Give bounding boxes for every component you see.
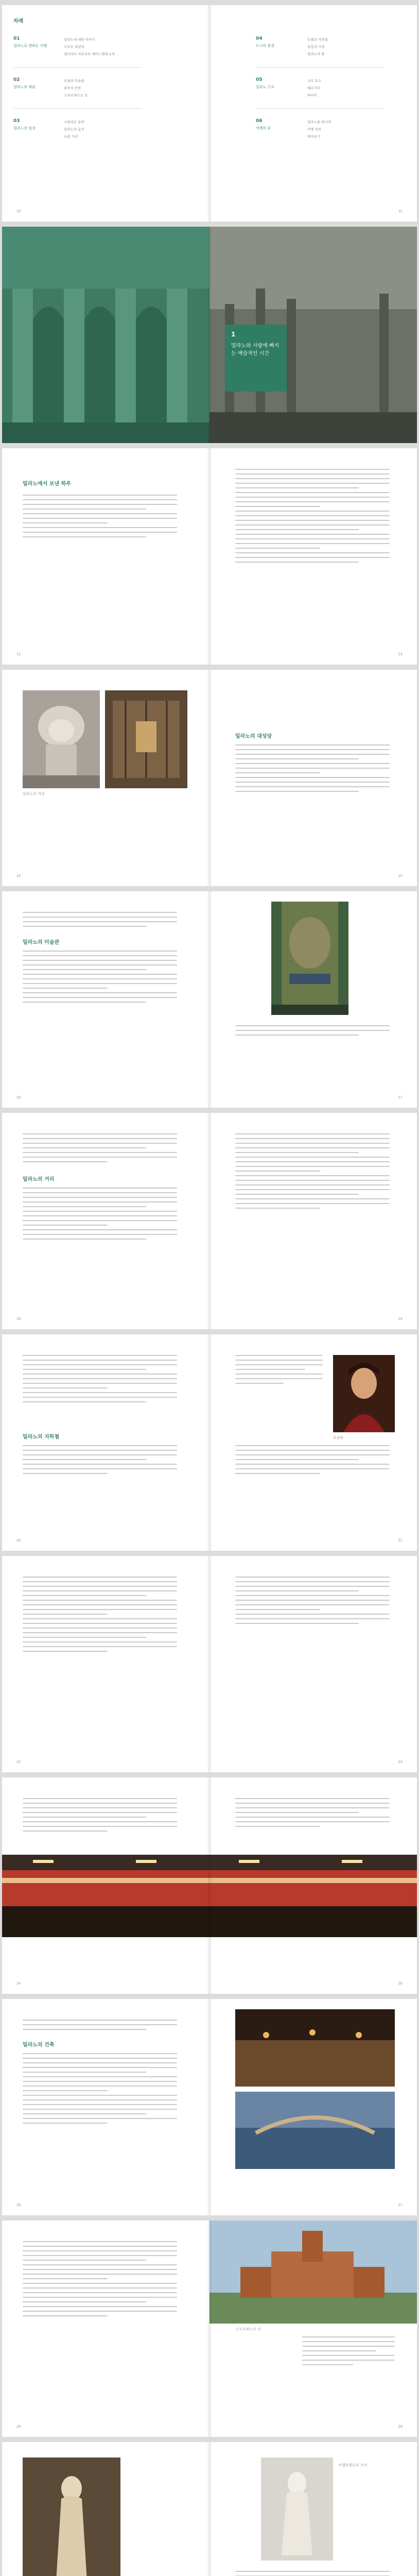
chapter-number: 1 (231, 331, 236, 338)
body-text (23, 2020, 177, 2033)
body-text (235, 1025, 390, 1039)
chapter-title-box (225, 325, 287, 392)
text-spread (2, 1113, 417, 1329)
folio: 22 (16, 1760, 21, 1764)
metro-spread (2, 1777, 417, 1994)
sculpture-right-page (210, 2442, 417, 2576)
chapter-right-page (210, 227, 417, 443)
toc-entry[interactable]: 최후의 만찬 (64, 86, 81, 90)
body-text (23, 912, 177, 930)
folio: 15 (398, 874, 403, 878)
toc-entry[interactable]: 파비아 (307, 93, 317, 97)
interior-photo (105, 690, 187, 788)
toc-title-1: 밀라노로 향하는 여행 (13, 44, 47, 48)
architecture-left-page (2, 1999, 210, 2215)
gutter-shadow (207, 5, 212, 222)
body-text (235, 1133, 390, 1212)
section-heading: 밀라노의 건축 (23, 2042, 55, 2048)
toc-num-1: 01 (13, 36, 20, 41)
portrait-painting-photo (333, 1355, 395, 1432)
statue-right-page (210, 670, 417, 886)
photo-caption: 스포르체스코 성 (235, 2327, 261, 2331)
toc-entry[interactable]: 밀라노의 음식 (64, 127, 84, 131)
folio: 18 (16, 1317, 21, 1321)
body-text (235, 744, 390, 795)
toc-num-6: 06 (256, 118, 263, 124)
text-spread-2 (2, 1556, 417, 1772)
folio: 14 (16, 874, 21, 878)
body-text (23, 951, 177, 1006)
folio: 12 (16, 653, 21, 656)
castle-left-page (2, 2221, 210, 2437)
text-left-page (2, 1113, 210, 1329)
gutter-shadow (207, 1334, 212, 1551)
body-text (23, 1355, 177, 1406)
toc-entry[interactable]: 베르가모 (307, 86, 321, 90)
toc-entry[interactable]: 코모 호수 (307, 79, 322, 83)
sculpture-left-page (2, 2442, 210, 2576)
body-text (235, 2571, 390, 2576)
advertisement-building-photo (271, 902, 348, 1015)
toc-num-5: 05 (256, 77, 263, 82)
folio: 24 (16, 1982, 21, 1986)
folio: 23 (398, 1760, 403, 1764)
architecture-spread (2, 1999, 417, 2215)
body-text (23, 1577, 177, 1655)
statue-left-page (2, 670, 210, 886)
portrait-spread (2, 1334, 417, 1551)
gutter-shadow (207, 2221, 212, 2437)
folio: 25 (398, 1982, 403, 1986)
folio: 21 (398, 1539, 403, 1543)
toc-title-2: 밀라노의 예술 (13, 85, 36, 89)
toc-entry[interactable]: 밀라노의 밤 (307, 52, 325, 56)
toc-num-4: 04 (256, 36, 263, 41)
folio: 28 (16, 2425, 21, 2429)
toc-entry[interactable]: 나빌리오 운하 (64, 120, 84, 124)
photo-caption: 미켈란젤로의 조각 (338, 2463, 368, 2467)
castle-spread (2, 2221, 417, 2437)
toc-entry[interactable]: 광장과 거리 (307, 45, 325, 49)
gutter-shadow (207, 448, 212, 665)
section-heading: 밀라노의 지하철 (23, 1434, 60, 1440)
folio: 20 (16, 1539, 21, 1543)
castle-photo (210, 2221, 417, 2324)
toc-left-page (2, 5, 210, 222)
toc-title-5: 밀라노 근교 (256, 85, 275, 89)
folio: 26 (16, 2204, 21, 2207)
toc-entry[interactable]: 브레라 미술관 (64, 79, 84, 83)
gutter-shadow (207, 1113, 212, 1329)
section-heading: 밀라노에서 보낸 하루 (23, 481, 71, 487)
section-heading: 밀라노의 거리 (23, 1177, 55, 1182)
lion-statue-photo (23, 690, 100, 788)
body-text (235, 1577, 390, 1628)
gutter-shadow (207, 1556, 212, 1772)
toc-entry[interactable]: 여행 정보 (307, 127, 322, 131)
body-text (302, 2336, 395, 2369)
body-text (235, 1798, 390, 1831)
toc-num-3: 03 (13, 118, 20, 124)
folio: 19 (398, 1317, 403, 1321)
sculpture2-photo (261, 2458, 333, 2561)
toc-right-page (210, 5, 417, 222)
toc-divider (256, 108, 385, 109)
photo-caption: 밀라노의 석상 (23, 792, 45, 796)
toc-label: 차례 (13, 19, 24, 24)
gallery-spread (2, 891, 417, 1108)
gutter-shadow (207, 1999, 212, 2215)
folio: 10 (16, 210, 21, 213)
gutter-shadow (207, 891, 212, 1108)
gutter-shadow (207, 670, 212, 886)
section-heading: 밀라노의 대성당 (235, 734, 272, 739)
body-text (235, 1445, 390, 1478)
intro-left-page (2, 448, 210, 665)
gallery-right-page (210, 891, 417, 1108)
toc-entry[interactable]: 갤러리아 비토리오 에마누엘레 2세 (64, 52, 115, 56)
canal-bridge-photo (235, 2092, 395, 2169)
chapter-title: 밀라노와 사랑에 빠지는 예술적인 시간 (231, 343, 280, 357)
toc-entry[interactable]: 트램과 지하철 (307, 38, 328, 42)
chapter-opener-spread (2, 227, 417, 443)
green-arcade-photo (2, 227, 210, 443)
toc-entry[interactable]: 찾아보기 (307, 134, 321, 139)
text-right-page-2 (210, 1556, 417, 1772)
text-left-page-2 (2, 1556, 210, 1772)
intro-right-page (210, 448, 417, 665)
toc-spread (2, 5, 417, 222)
text-right-page (210, 1113, 417, 1329)
body-text (23, 1188, 177, 1243)
sculpture-photo (23, 2458, 120, 2576)
sculpture-spread (2, 2442, 417, 2576)
gutter-shadow (207, 2442, 212, 2576)
chapter-left-page (2, 227, 210, 443)
toc-entry[interactable]: 밀라노에 대한 이야기 (64, 38, 95, 42)
gutter-shadow (207, 227, 212, 443)
toc-entry[interactable]: 쇼핑 거리 (64, 134, 78, 139)
toc-divider (13, 108, 142, 109)
body-text (23, 1798, 177, 1835)
body-text (23, 2053, 177, 2127)
intro-spread (2, 448, 417, 665)
body-text (23, 2241, 177, 2320)
body-text (23, 1445, 177, 1478)
toc-entry[interactable]: 두오모 대성당 (64, 45, 84, 49)
toc-title-3: 밀라노의 일상 (13, 126, 36, 130)
folio: 17 (398, 1096, 403, 1099)
portrait-right-page (210, 1334, 417, 1551)
castle-right-page (210, 2221, 417, 2437)
toc-title-6: 여행의 끝 (256, 126, 271, 130)
photo-caption: 초상화 (333, 1436, 344, 1440)
folio: 29 (398, 2425, 403, 2429)
night-street-photo (235, 2009, 395, 2087)
body-text (235, 469, 390, 566)
gallery-left-page (2, 891, 210, 1108)
architecture-right-page (210, 1999, 417, 2215)
statue-spread (2, 670, 417, 886)
gutter-shadow (207, 1777, 212, 1994)
toc-title-4: 도시의 풍경 (256, 44, 275, 48)
portrait-left-page (2, 1334, 210, 1551)
folio: 16 (16, 1096, 21, 1099)
toc-num-2: 02 (13, 77, 20, 82)
section-heading: 밀라노의 미술관 (23, 940, 60, 945)
body-text (23, 1133, 177, 1166)
folio: 11 (398, 210, 403, 213)
folio: 13 (398, 653, 403, 656)
body-text (23, 495, 177, 541)
folio: 27 (398, 2204, 403, 2207)
toc-entry[interactable]: 밀라노를 떠나며 (307, 120, 331, 124)
toc-entry[interactable]: 스포르체스코 성 (64, 93, 88, 97)
body-text (235, 1355, 323, 1387)
